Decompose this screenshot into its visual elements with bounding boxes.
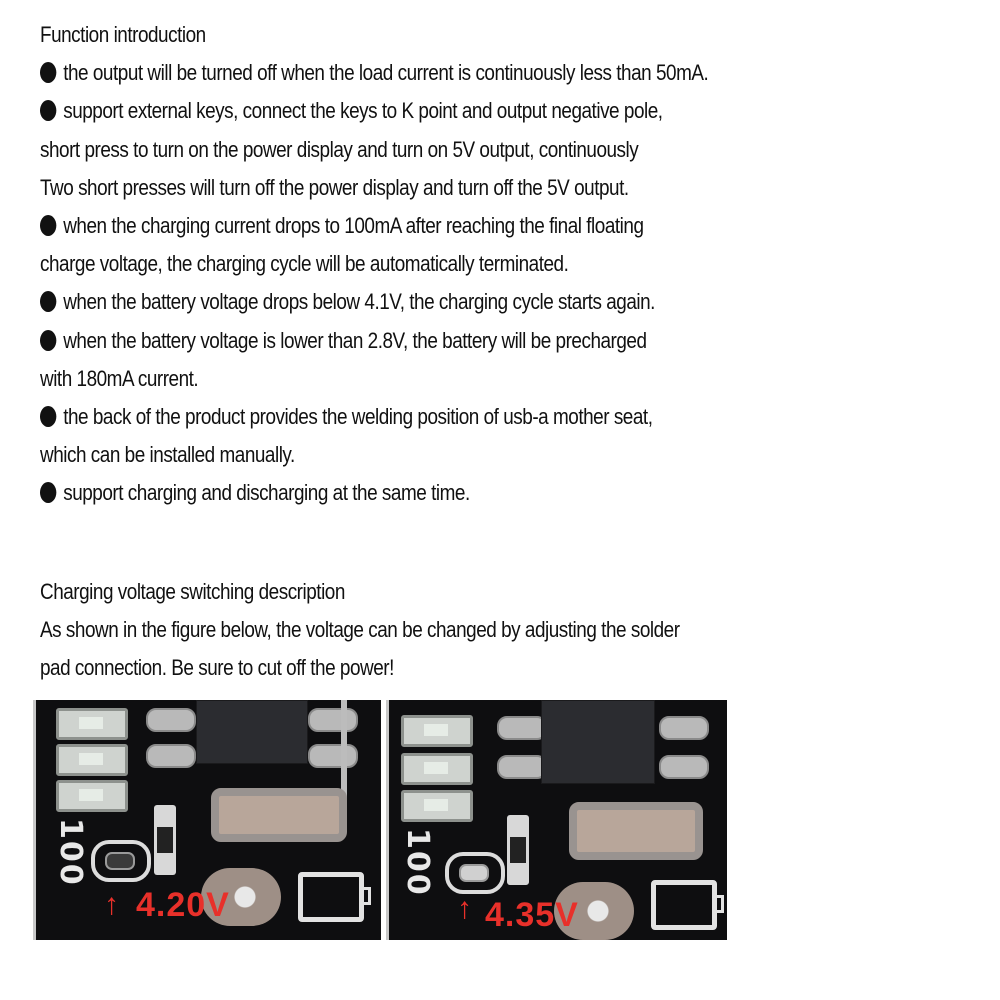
silkscreen-label: 100 — [53, 818, 88, 887]
bullet-icon — [40, 330, 56, 351]
bullet-icon — [40, 100, 56, 121]
resistor-icon — [507, 815, 529, 885]
jumper-bridged — [459, 864, 489, 882]
solder-pad-icon — [146, 744, 196, 768]
capacitor-icon — [569, 802, 703, 860]
capacitor-icon — [211, 788, 347, 842]
voltage-label: 4.35V — [485, 896, 579, 934]
jumper-pad-icon — [445, 852, 505, 894]
list-item: the back of the product provides the welding position of usb-a mother seat, — [40, 398, 857, 436]
list-item: support charging and discharging at the same time. — [40, 474, 857, 512]
list-item: when the charging current drops to 100mA after reaching the final floating — [40, 207, 857, 245]
list-item: when the battery voltage is lower than 2.8V, the battery will be precharged — [40, 322, 857, 360]
bullet-icon — [40, 215, 56, 236]
bullet-icon — [40, 291, 56, 312]
bullet-icon — [40, 406, 56, 427]
solder-pad-icon — [146, 708, 196, 732]
paragraph-line: As shown in the figure below, the voltage can be changed by adjusting the solder — [40, 617, 680, 643]
resistor-icon — [154, 805, 176, 875]
list-item-continuation: short press to turn on the power display and turn on 5V output, continuously — [40, 136, 639, 162]
voltage-label: 4.20V — [136, 886, 230, 924]
solder-pad-icon — [308, 708, 358, 732]
led-icon — [401, 790, 473, 822]
ic-chip-icon — [541, 700, 655, 784]
pcb-photo-4-35v — [386, 700, 727, 940]
solder-pad-icon — [659, 716, 709, 740]
section-heading: Charging voltage switching description — [40, 579, 345, 604]
solder-pad-icon — [308, 744, 358, 768]
led-icon — [56, 780, 128, 812]
solder-pad-icon — [659, 755, 709, 779]
section-heading: Function introduction — [40, 22, 206, 47]
led-icon — [56, 708, 128, 740]
function-introduction-section — [40, 16, 990, 513]
list-item-continuation: Two short presses will turn off the power display and turn off the 5V output. — [40, 174, 629, 200]
paragraph-line: pad connection. Be sure to cut off the power! — [40, 655, 394, 681]
list-item: when the battery voltage drops below 4.1V, the charging cycle starts again. — [40, 283, 857, 321]
list-item: the output will be turned off when the load current is continuously less than 50mA. — [40, 54, 857, 92]
ic-chip-icon — [196, 700, 308, 764]
led-icon — [401, 715, 473, 747]
jumper-gap — [105, 852, 135, 870]
list-item-continuation: charge voltage, the charging cycle will be automatically terminated. — [40, 251, 569, 277]
solder-pad-icon — [497, 755, 547, 779]
led-icon — [401, 753, 473, 785]
bullet-icon — [40, 62, 56, 83]
bullet-icon — [40, 482, 56, 503]
pcb-photo-4-20v — [33, 700, 381, 940]
list-item-continuation: which can be installed manually. — [40, 442, 295, 468]
solder-pad-icon — [497, 716, 547, 740]
battery-icon — [298, 872, 364, 922]
led-icon — [56, 744, 128, 776]
arrow-up-icon: ↑ — [457, 892, 472, 925]
voltage-switching-section — [40, 573, 990, 688]
battery-icon — [651, 880, 717, 930]
arrow-up-icon: ↑ — [104, 888, 119, 921]
list-item-continuation: with 180mA current. — [40, 365, 199, 391]
silkscreen-label: 100 — [400, 828, 435, 897]
jumper-pad-icon — [91, 840, 151, 882]
list-item: support external keys, connect the keys to K point and output negative pole, — [40, 92, 857, 130]
